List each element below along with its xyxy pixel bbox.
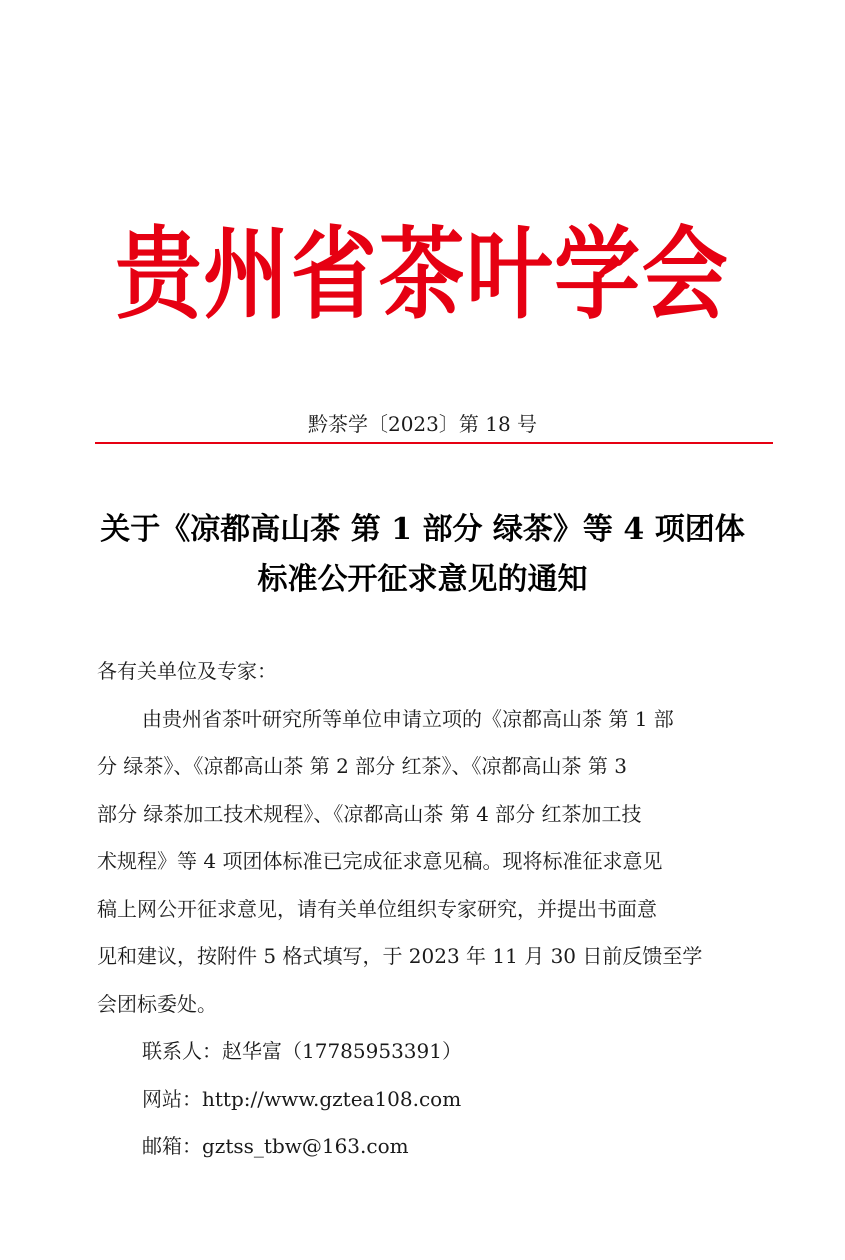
red-divider <box>95 442 773 444</box>
website-link[interactable]: 网站：http://www.gztea108.com <box>142 1086 462 1111</box>
notice-title-line-1: 关于《凉都高山茶 第 1 部分 绿茶》等 4 项团体 <box>100 512 745 547</box>
paragraph-line: 分 绿茶》、《凉都高山茶 第 2 部分 红茶》、《凉都高山茶 第 3 <box>97 754 627 778</box>
masthead-title: 贵州省茶叶学会 <box>115 216 730 333</box>
paragraph-line: 部分 绿茶加工技术规程》、《凉都高山茶 第 4 部分 红茶加工技 <box>97 801 642 826</box>
paragraph-line: 见和建议，按附件 5 格式填写，于 2023 年 11 月 30 日前反馈至学 <box>97 944 703 968</box>
email-address[interactable]: 邮箱：gztss_tbw@163.com <box>142 1134 409 1158</box>
paragraph-line: 术规程》等 4 项团体标准已完成征求意见稿。现将标准征求意见 <box>97 849 663 873</box>
salutation: 各有关单位及专家： <box>97 659 277 683</box>
paragraph-line: 由贵州省茶叶研究所等单位申请立项的《凉都高山茶 第 1 部 <box>142 706 674 731</box>
document-number: 黔茶学〔2023〕第 18 号 <box>307 412 538 436</box>
notice-title-line-2: 标准公开征求意见的通知 <box>257 562 588 597</box>
contact-person: 联系人：赵华富（17785953391） <box>142 1039 462 1063</box>
notice-title <box>60 505 785 605</box>
paragraph-line: 稿上网公开征求意见，请有关单位组织专家研究，并提出书面意 <box>97 896 657 921</box>
paragraph-line: 会团标委处。 <box>97 991 217 1016</box>
notice-body <box>97 648 777 1171</box>
